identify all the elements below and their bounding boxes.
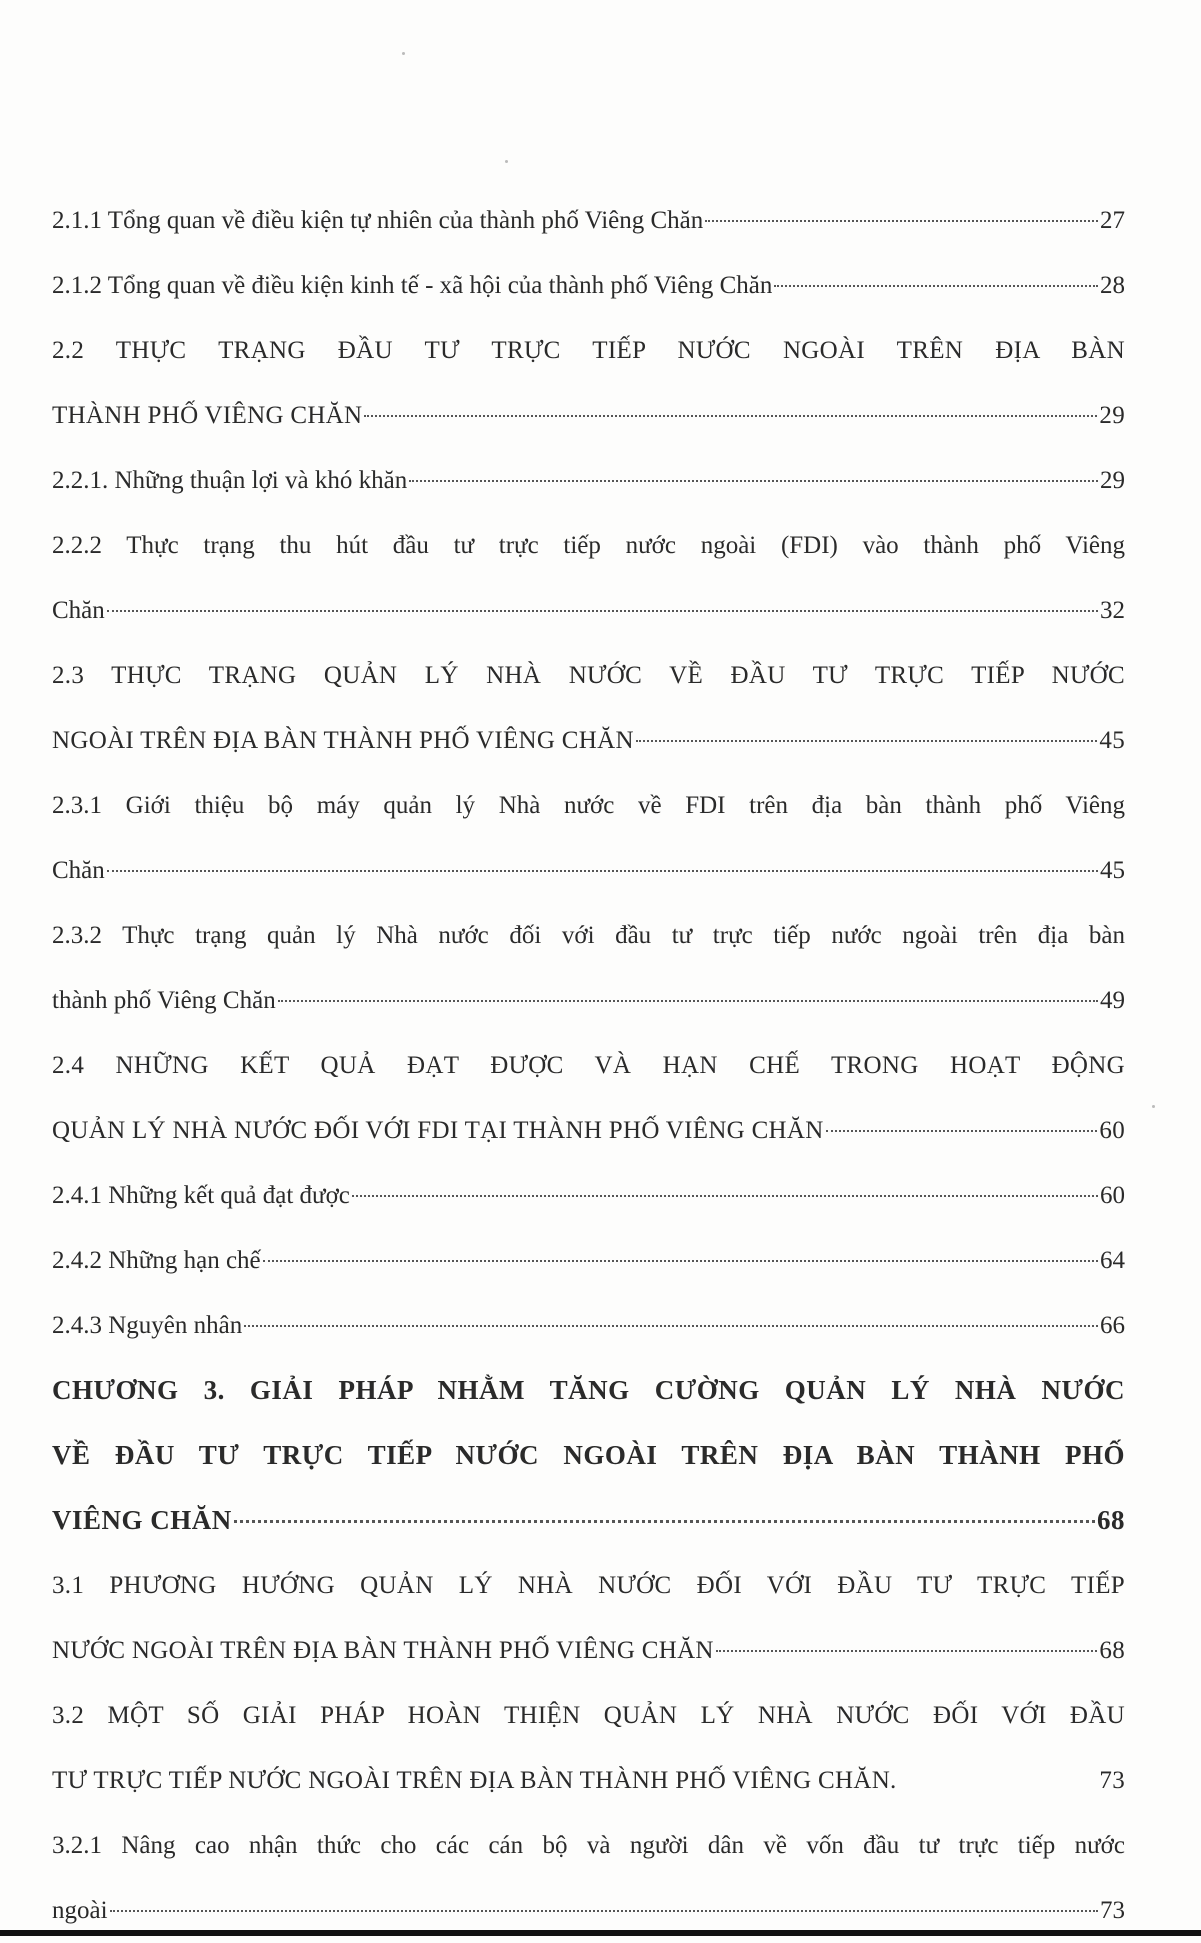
toc-entry-2-4-1[interactable]	[52, 1163, 1125, 1228]
toc-entry-3-2-1[interactable]	[52, 1813, 1125, 1943]
toc-entry-title: THÀNH PHỐ VIÊNG CHĂN	[52, 402, 363, 429]
toc-page-number: 45	[1099, 727, 1125, 754]
toc-entry-title: TƯ TRỰC TIẾP NƯỚC NGOÀI TRÊN ĐỊA BÀN THÀNH PHỐ VIÊNG CHĂN.	[52, 1767, 897, 1794]
toc-entry-2-1-2[interactable]	[52, 253, 1125, 318]
toc-entry-3-2[interactable]	[52, 1683, 1125, 1813]
toc-entry-3-1[interactable]	[52, 1553, 1125, 1683]
toc-entry-title-line1: 2.3.1 Giới thiệu bộ máy quản lý Nhà nước về FDI trên địa bàn thành phố Viêng	[52, 792, 1125, 819]
toc-entry-title-line1: CHƯƠNG 3. GIẢI PHÁP NHẰM TĂNG CƯỜNG QUẢN LÝ NHÀ NƯỚC	[52, 1375, 1125, 1405]
toc-page-number: 64	[1100, 1247, 1125, 1274]
toc-entry-2-2-2[interactable]	[52, 513, 1125, 643]
scan-speck	[1152, 1105, 1155, 1108]
toc-entry-2-4-2[interactable]	[52, 1228, 1125, 1293]
toc-entry-title-line1: 2.2.2 Thực trạng thu hút đầu tư trực tiếp nước ngoài (FDI) vào thành phố Viêng	[52, 532, 1125, 559]
toc-entry-title: 2.4.1 Những kết quả đạt được	[52, 1182, 350, 1209]
scan-speck	[402, 52, 405, 55]
toc-entry-title: NƯỚC NGOÀI TRÊN ĐỊA BÀN THÀNH PHỐ VIÊNG CHĂN	[52, 1637, 714, 1664]
scan-speck	[505, 160, 508, 163]
toc-page-number: 45	[1100, 857, 1125, 884]
dot-leader	[636, 740, 1098, 742]
toc-entry-title: QUẢN LÝ NHÀ NƯỚC ĐỐI VỚI FDI TẠI THÀNH PHỐ VIÊNG CHĂN	[52, 1117, 824, 1144]
toc-entry-title-line1: 3.2 MỘT SỐ GIẢI PHÁP HOÀN THIỆN QUẢN LÝ NHÀ NƯỚC ĐỐI VỚI ĐẦU	[52, 1702, 1125, 1729]
toc-page-number: 32	[1100, 597, 1125, 624]
toc-entry-2-2-1[interactable]	[52, 448, 1125, 513]
scan-edge	[0, 1930, 1201, 1936]
toc-entry-title-line2: VỀ ĐẦU TƯ TRỰC TIẾP NƯỚC NGOÀI TRÊN ĐỊA BÀN THÀNH PHỐ	[52, 1440, 1125, 1470]
toc-page-number: 60	[1099, 1117, 1125, 1144]
dot-leader	[409, 480, 1098, 482]
toc-entry-2-3-2[interactable]	[52, 903, 1125, 1033]
toc-page-number: 66	[1100, 1312, 1125, 1339]
toc-entry-title-line1: 2.4 NHỮNG KẾT QUẢ ĐẠT ĐƯỢC VÀ HẠN CHẾ TRONG HOẠT ĐỘNG	[52, 1052, 1125, 1079]
dot-leader	[716, 1650, 1098, 1652]
toc-entry-title: 2.2.1. Những thuận lợi và khó khăn	[52, 467, 408, 494]
toc-entry-2-2[interactable]	[52, 318, 1125, 448]
dot-leader	[705, 220, 1098, 222]
dot-leader	[107, 870, 1098, 872]
table-of-contents	[52, 188, 1125, 1943]
toc-entry-2-3[interactable]	[52, 643, 1125, 773]
toc-entry-title: VIÊNG CHĂN	[52, 1505, 232, 1535]
toc-entry-chapter-3[interactable]	[52, 1358, 1125, 1553]
toc-entry-2-1-1[interactable]	[52, 188, 1125, 253]
toc-entry-title-line1: 2.3.2 Thực trạng quản lý Nhà nước đối với đầu tư trực tiếp nước ngoài trên địa bàn	[52, 922, 1125, 949]
dot-leader	[234, 1520, 1095, 1523]
toc-entry-2-4[interactable]	[52, 1033, 1125, 1163]
toc-page-number: 28	[1100, 272, 1125, 299]
toc-entry-title: 2.1.1 Tổng quan về điều kiện tự nhiên của thành phố Viêng Chăn	[52, 207, 704, 234]
toc-page-number: 29	[1100, 467, 1125, 494]
toc-entry-title-line1: 2.2 THỰC TRẠNG ĐẦU TƯ TRỰC TIẾP NƯỚC NGOÀI TRÊN ĐỊA BÀN	[52, 337, 1125, 364]
dot-leader	[110, 1910, 1098, 1912]
toc-entry-title: Chăn	[52, 857, 105, 884]
dot-leader	[364, 415, 1097, 417]
dot-leader	[352, 1195, 1098, 1197]
toc-entry-title: NGOÀI TRÊN ĐỊA BÀN THÀNH PHỐ VIÊNG CHĂN	[52, 727, 634, 754]
dot-leader	[263, 1260, 1098, 1262]
dot-leader	[774, 285, 1098, 287]
toc-entry-title-line1: 3.1 PHƯƠNG HƯỚNG QUẢN LÝ NHÀ NƯỚC ĐỐI VỚI ĐẦU TƯ TRỰC TIẾP	[52, 1572, 1125, 1599]
toc-page-number: 68	[1099, 1637, 1125, 1664]
toc-page-number: 60	[1100, 1182, 1125, 1209]
toc-entry-title-line1: 2.3 THỰC TRẠNG QUẢN LÝ NHÀ NƯỚC VỀ ĐẦU TƯ TRỰC TIẾP NƯỚC	[52, 662, 1125, 689]
toc-entry-title: ngoài	[52, 1897, 108, 1924]
dot-leader	[826, 1130, 1098, 1132]
toc-entry-title: 2.4.2 Những hạn chế	[52, 1247, 261, 1274]
toc-entry-title: 2.4.3 Nguyên nhân	[52, 1312, 243, 1339]
toc-page-number: 49	[1100, 987, 1125, 1014]
toc-page-number: 27	[1100, 207, 1125, 234]
toc-entry-title-line1: 3.2.1 Nâng cao nhận thức cho các cán bộ và người dân về vốn đầu tư trực tiếp nước	[52, 1832, 1125, 1859]
toc-entry-2-3-1[interactable]	[52, 773, 1125, 903]
dot-leader	[244, 1325, 1098, 1327]
toc-entry-title: Chăn	[52, 597, 105, 624]
dot-leader	[107, 610, 1098, 612]
toc-page-number: 73	[1100, 1897, 1125, 1924]
toc-page-number: 29	[1099, 402, 1125, 429]
toc-entry-2-4-3[interactable]	[52, 1293, 1125, 1358]
toc-page-number: 73	[1099, 1767, 1125, 1794]
toc-page-number: 68	[1097, 1505, 1125, 1535]
toc-entry-title: thành phố Viêng Chăn	[52, 987, 276, 1014]
toc-entry-title: 2.1.2 Tổng quan về điều kiện kinh tế - xã hội của thành phố Viêng Chăn	[52, 272, 773, 299]
dot-leader	[278, 1000, 1098, 1002]
